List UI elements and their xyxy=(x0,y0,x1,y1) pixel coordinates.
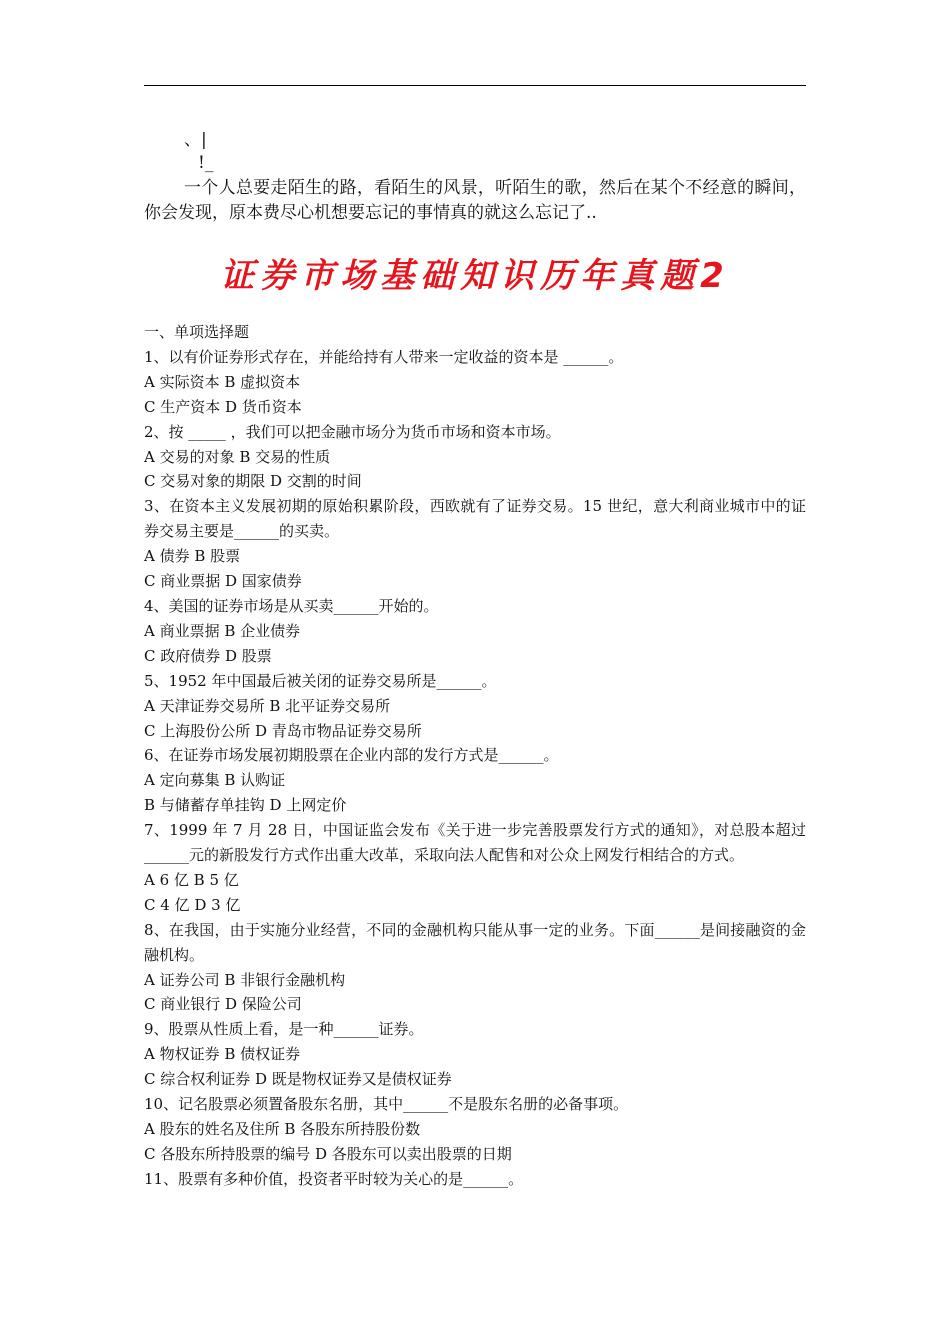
question-line: 8、在我国，由于实施分业经营，不同的金融机构只能从事一定的业务。下面______是间接融资的金融机构。 xyxy=(144,920,806,964)
question-line: 11、股票有多种价值，投资者平时较为关心的是______。 xyxy=(144,1169,524,1188)
question-line: 1、以有价证券形式存在，并能给持有人带来一定收益的资本是 ______。 xyxy=(144,347,624,366)
question-line: 10、记名股票必须置备股东名册，其中______不是股东名册的必备事项。 xyxy=(144,1095,629,1114)
option-line: C 4 亿 D 3 亿 xyxy=(144,895,241,914)
option-line: C 交易对象的期限 D 交割的时间 xyxy=(144,472,362,491)
option-line: A 商业票据 B 企业债券 xyxy=(144,621,301,640)
intro-paragraph: 一个人总要走陌生的路，看陌生的风景，听陌生的歌，然后在某个不经意的瞬间，你会发现，原本费尽心机想要忘记的事情真的就这么忘记了.. xyxy=(144,178,806,223)
option-line: C 上海股份公所 D 青岛市物品证券交易所 xyxy=(144,721,422,740)
question-line: 5、1952 年中国最后被关闭的证券交易所是______。 xyxy=(144,671,497,690)
option-line: A 债券 B 股票 xyxy=(144,547,241,566)
question-line: 4、美国的证券市场是从买卖______开始的。 xyxy=(144,596,439,615)
question-line: 2、按 _____ ，我们可以把金融市场分为货币市场和资本市场。 xyxy=(144,422,561,441)
question-list xyxy=(144,320,806,1192)
option-line: C 政府债券 D 股票 xyxy=(144,646,272,665)
question-line: 7、1999 年 7 月 28 日，中国证监会发布《关于进一步完善股票发行方式的通知》，对总股本超过______元的新股发行方式作出重大改革，采取向法人配售和对公众上网发行相结合的方式。 xyxy=(144,821,806,865)
option-line: C 综合权利证券 D 既是物权证券又是债权证券 xyxy=(144,1070,452,1089)
document-title: 证券市场基础知识历年真题2 xyxy=(220,256,730,296)
option-line: A 股东的姓名及住所 B 各股东所持股份数 xyxy=(144,1120,421,1138)
question-line: 6、在证券市场发展初期股票在企业内部的发行方式是______。 xyxy=(144,746,559,765)
option-line: B 与储蓄存单挂钩 D 上网定价 xyxy=(144,796,347,815)
option-line: A 交易的对象 B 交易的性质 xyxy=(144,447,331,466)
header-mark-1: 、| xyxy=(184,130,207,150)
option-line: A 物权证券 B 债权证券 xyxy=(144,1045,301,1064)
option-line: A 天津证券交易所 B 北平证券交易所 xyxy=(144,696,391,715)
option-line: C 商业银行 D 保险公司 xyxy=(144,995,302,1014)
option-line: C 生产资本 D 货币资本 xyxy=(144,397,302,416)
question-line: 3、在资本主义发展初期的原始积累阶段，西欧就有了证券交易。15 世纪，意大利商业城市中的证券交易主要是______的买卖。 xyxy=(144,497,806,541)
option-line: A 证券公司 B 非银行金融机构 xyxy=(144,970,346,989)
header-mark-2: !_ xyxy=(198,153,214,173)
option-line: A 6 亿 B 5 亿 xyxy=(144,870,239,889)
option-line: C 商业票据 D 国家债券 xyxy=(144,572,302,591)
section-heading: 一、单项选择题 xyxy=(144,323,250,341)
header-rule xyxy=(144,85,806,86)
option-line: C 各股东所持股票的编号 D 各股东可以卖出股票的日期 xyxy=(144,1144,512,1163)
question-line: 9、股票从性质上看，是一种______证券。 xyxy=(144,1020,424,1039)
option-line: A 实际资本 B 虚拟资本 xyxy=(144,372,301,391)
option-line: A 定向募集 B 认购证 xyxy=(144,771,286,790)
